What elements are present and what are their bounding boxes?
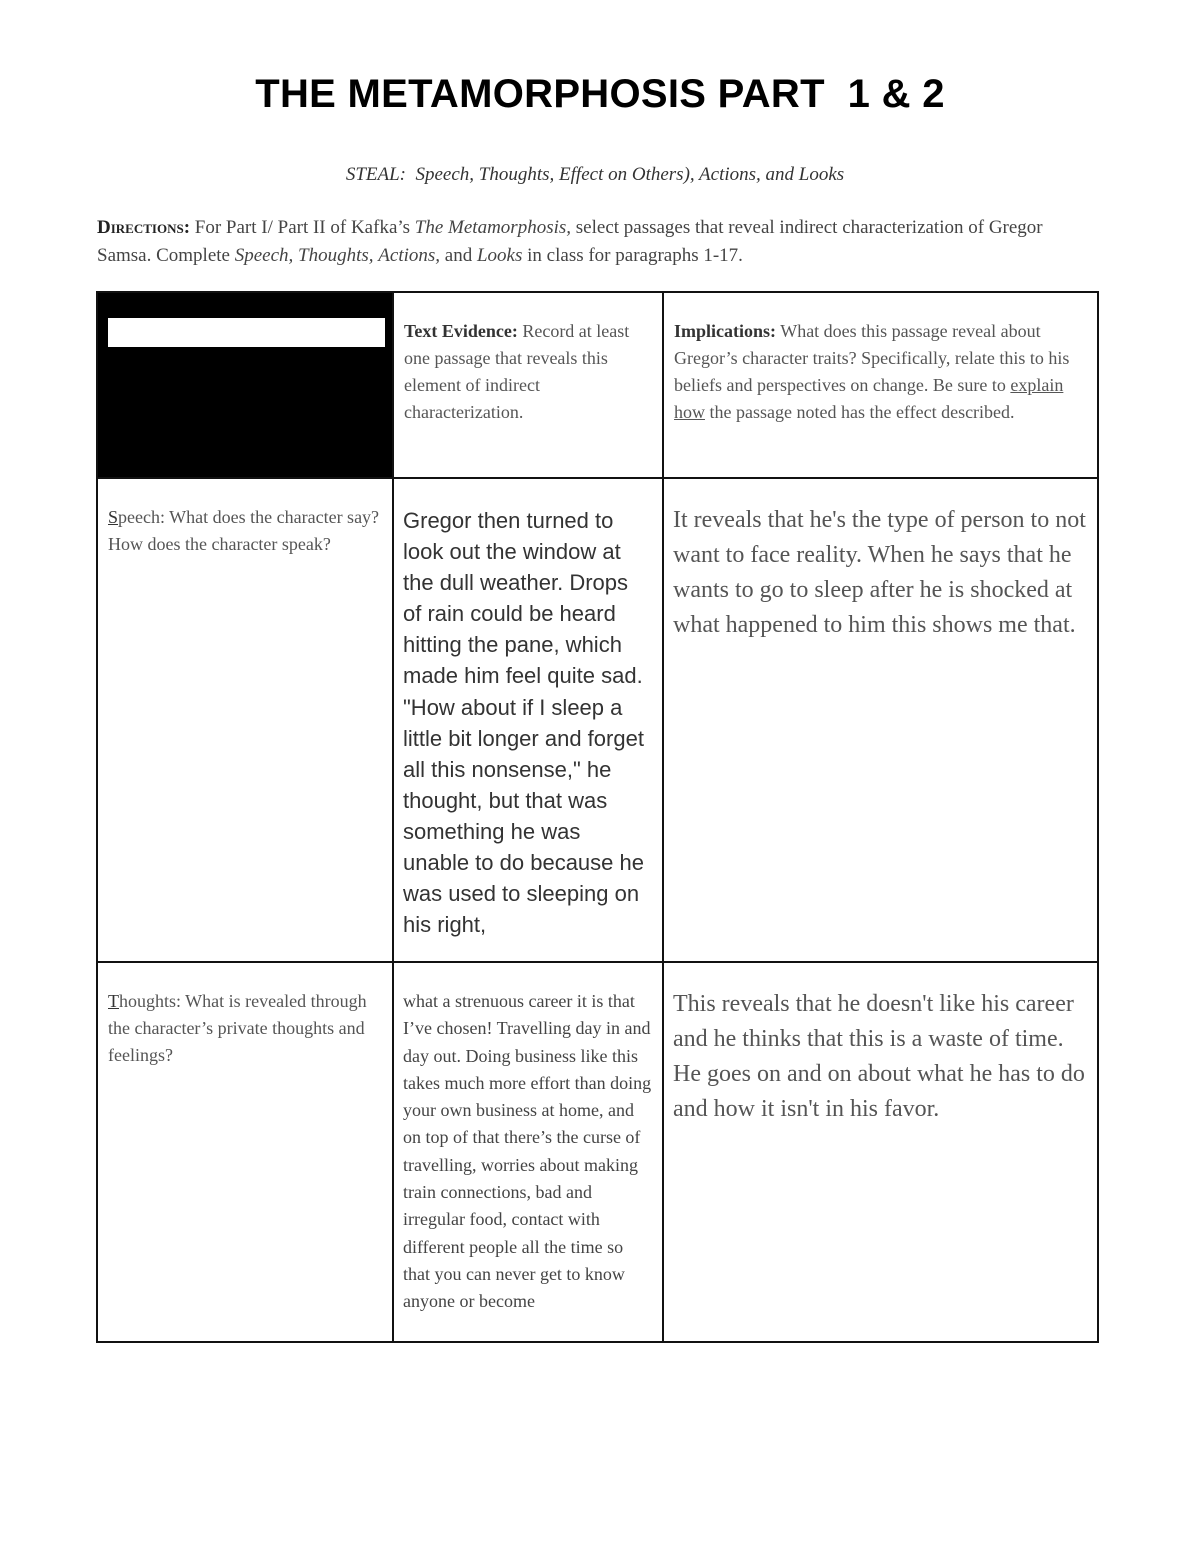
directions-speech: Speech,: [234, 245, 294, 266]
directions-text-2: select passages that reveal indirect characterization of Gregor Samsa. Complete: [97, 217, 1043, 266]
page-title: THE METAMORPHOSIS PART 1 & 2: [255, 72, 945, 116]
table-row-speech: [97, 478, 1098, 962]
directions-and: and: [444, 245, 473, 266]
evidence-label: Text Evidence:: [404, 321, 518, 341]
directions-text-3: in class for paragraphs 1-17.: [527, 245, 743, 266]
table-header-row: [97, 292, 1098, 478]
directions-thoughts: Thoughts,: [298, 245, 374, 266]
thoughts-label: houghts: What is revealed through the character’s private thoughts and feelings?: [108, 991, 367, 1065]
implications-instructions-2: the passage noted has the effect described.: [709, 402, 1015, 422]
evidence-instructions: Record at least one passage that reveals this element of indirect characterization.: [404, 321, 630, 422]
speech-implication-cell[interactable]: [663, 478, 1098, 962]
steal-subtitle: [0, 164, 1190, 186]
implications-label: Implications:: [674, 321, 777, 341]
header-implications-cell: [663, 292, 1098, 478]
thoughts-implication-text: This reveals that he doesn't like his career and he thinks that this is a waste of time. He goes on and on about what he has to do and how it isn't in his favor.: [673, 991, 1085, 1122]
implications-underlined: explain how: [674, 375, 1064, 422]
speech-evidence-text: Gregor then turned to look out the window at the dull weather. Drops of rain could be heard hitting the pane, which made him feel quite sad. "How about if I sleep a little bit longer and forget all this nonsense," he thought, but that was something he was unable to do because he was used to sleeping on his right,: [403, 508, 644, 938]
directions-actions: Actions,: [378, 245, 441, 266]
thoughts-label-cell: [97, 962, 393, 1342]
directions-looks: Looks: [476, 245, 523, 266]
speech-initial: S: [108, 507, 119, 527]
speech-label-cell: [97, 478, 393, 962]
directions-label: Directions:: [97, 217, 191, 238]
thoughts-implication-cell[interactable]: [663, 962, 1098, 1342]
directions-text-1: For Part I/ Part II of Kafka’s: [194, 217, 411, 238]
header-blacked-out-cell: [97, 292, 393, 478]
steal-label: STEAL:: [345, 164, 406, 185]
steal-text: Speech, Thoughts, Effect on Others), Actions, and Looks: [415, 164, 845, 185]
work-title: The Metamorphosis,: [414, 217, 572, 238]
speech-evidence-cell[interactable]: [393, 478, 663, 962]
implications-instructions-1: What does this passage reveal about Gregor’s character traits? Specifically, relate this to his beliefs and perspectives on change. Be sure to: [674, 321, 1070, 395]
header-evidence-cell: [393, 292, 663, 478]
directions-paragraph: [97, 214, 1087, 270]
characterization-table: [96, 291, 1099, 1343]
table-row-thoughts: [97, 962, 1098, 1342]
header-white-bar: [108, 318, 385, 347]
thoughts-initial: T: [108, 991, 119, 1011]
speech-implication-text: It reveals that he's the type of person to not want to face reality. When he says that he wants to go to sleep after he is shocked at what happened to him this shows me that.: [673, 507, 1086, 638]
thoughts-evidence-text: what a strenuous career it is that I’ve chosen! Travelling day in and day out. Doing business like this takes much more effort than doing your own business at home, and on top of that there’s the curse of travelling, worries about making train connections, bad and irregular food, contact with different people all the time so that you can never get to know anyone or become: [403, 991, 652, 1312]
thoughts-evidence-cell[interactable]: [393, 962, 663, 1342]
speech-label: peech: What does the character say? How does the character speak?: [108, 507, 380, 554]
